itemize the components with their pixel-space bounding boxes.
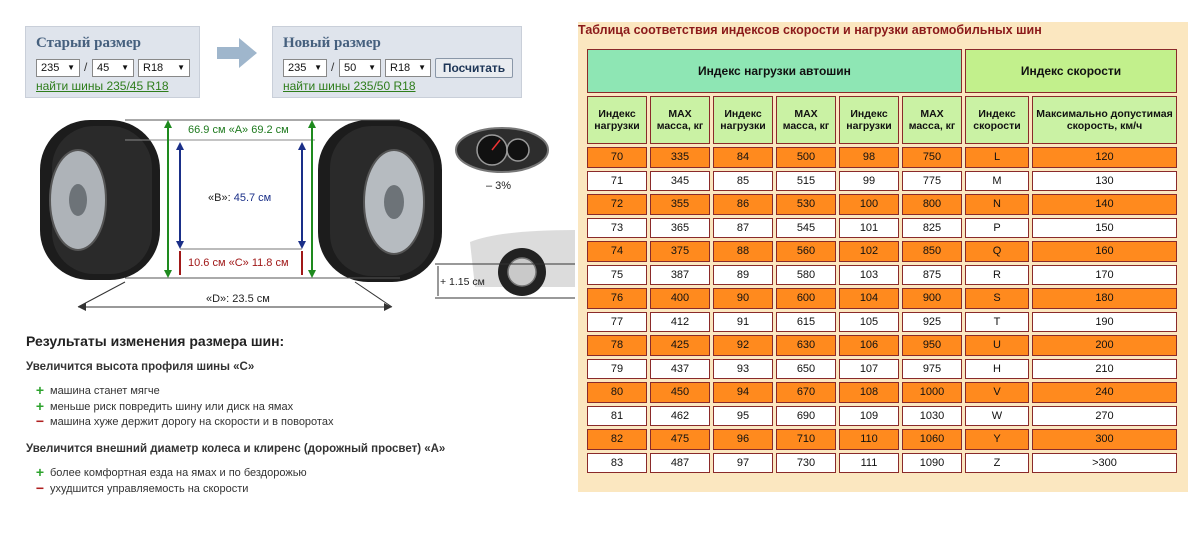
table-cell: 103 <box>839 265 899 286</box>
table-cell: 875 <box>902 265 962 286</box>
chevron-down-icon: ▼ <box>177 63 185 72</box>
table-header-row <box>587 96 1177 144</box>
table-cell: 437 <box>650 359 710 380</box>
separator-slash: / <box>331 60 335 74</box>
table-cell: 400 <box>650 288 710 309</box>
section-diameter-heading: Увеличится внешний диаметр колеса и клиренс (дорожный просвет) «A» <box>26 443 446 455</box>
new-size-panel <box>272 26 522 98</box>
column-header: Индекс нагрузки <box>587 96 647 144</box>
table-cell: 600 <box>776 288 836 309</box>
table-cell: 79 <box>587 359 647 380</box>
table-cell: 72 <box>587 194 647 215</box>
tire-size-calculator <box>0 0 575 550</box>
old-size-panel <box>25 26 200 98</box>
table-cell: Y <box>965 429 1029 450</box>
table-cell: 111 <box>839 453 899 474</box>
table-cell: 190 <box>1032 312 1177 333</box>
table-cell: 850 <box>902 241 962 262</box>
table-cell: 99 <box>839 171 899 192</box>
dimension-b-label <box>208 192 271 204</box>
index-table <box>584 46 1180 476</box>
results-title: Результаты изменения размера шин: <box>26 333 285 349</box>
table-row <box>587 147 1177 168</box>
result-item <box>34 465 307 479</box>
table-cell: T <box>965 312 1029 333</box>
index-table-title: Таблица соответствия индексов скорости и нагрузки автомобильных шин <box>578 23 1042 37</box>
new-width-value: 235 <box>288 62 307 74</box>
table-cell: 825 <box>902 218 962 239</box>
table-cell: 109 <box>839 406 899 427</box>
table-cell: M <box>965 171 1029 192</box>
tire-index-table-panel <box>578 22 1188 492</box>
table-row <box>587 453 1177 474</box>
table-cell: L <box>965 147 1029 168</box>
table-cell: 450 <box>650 382 710 403</box>
table-row <box>587 335 1177 356</box>
new-rim-select[interactable] <box>385 59 431 77</box>
table-cell: 170 <box>1032 265 1177 286</box>
table-cell: Z <box>965 453 1029 474</box>
table-cell: 1090 <box>902 453 962 474</box>
table-cell: 71 <box>587 171 647 192</box>
clearance-change: + 1.15 см <box>440 276 485 288</box>
new-rim-value: R18 <box>390 62 411 74</box>
speed-index-group-header: Индекс скорости <box>965 49 1177 93</box>
column-header: Индекс скорости <box>965 96 1029 144</box>
column-header: MAX масса, кг <box>650 96 710 144</box>
result-item <box>34 399 293 413</box>
speedometer-icon <box>456 128 548 172</box>
table-cell: 1000 <box>902 382 962 403</box>
table-row <box>587 171 1177 192</box>
column-header: MAX масса, кг <box>776 96 836 144</box>
table-row <box>587 265 1177 286</box>
result-text: машина хуже держит дорогу на скорости и в поворотах <box>50 416 334 428</box>
tire-dimension-diagram <box>30 112 575 320</box>
table-cell: 92 <box>713 335 773 356</box>
new-profile-value: 50 <box>344 62 357 74</box>
table-cell: S <box>965 288 1029 309</box>
result-text: более комфортная езда на ямах и по бездорожью <box>50 467 307 479</box>
table-cell: 88 <box>713 241 773 262</box>
table-cell: 615 <box>776 312 836 333</box>
table-cell: 90 <box>713 288 773 309</box>
table-cell: 300 <box>1032 429 1177 450</box>
table-cell: 101 <box>839 218 899 239</box>
minus-icon: − <box>35 413 45 429</box>
table-cell: 77 <box>587 312 647 333</box>
table-cell: 81 <box>587 406 647 427</box>
table-cell: >300 <box>1032 453 1177 474</box>
new-width-select[interactable] <box>283 59 327 77</box>
table-group-row <box>587 49 1177 93</box>
table-cell: 730 <box>776 453 836 474</box>
table-cell: 110 <box>839 429 899 450</box>
table-cell: 355 <box>650 194 710 215</box>
table-cell: 650 <box>776 359 836 380</box>
table-cell: 240 <box>1032 382 1177 403</box>
table-cell: 800 <box>902 194 962 215</box>
table-cell: U <box>965 335 1029 356</box>
table-cell: 140 <box>1032 194 1177 215</box>
table-cell: 412 <box>650 312 710 333</box>
column-header: MAX масса, кг <box>902 96 962 144</box>
table-cell: 96 <box>713 429 773 450</box>
table-row <box>587 312 1177 333</box>
table-cell: 89 <box>713 265 773 286</box>
arrow-right-icon <box>217 36 259 70</box>
table-cell: P <box>965 218 1029 239</box>
table-row <box>587 429 1177 450</box>
calculate-button[interactable]: Посчитать <box>435 58 513 78</box>
table-cell: 545 <box>776 218 836 239</box>
chevron-down-icon: ▼ <box>418 63 426 72</box>
table-cell: 106 <box>839 335 899 356</box>
tire-diagram-graphic <box>30 112 575 320</box>
result-text: меньше риск повредить шину или диск на ямах <box>50 401 294 413</box>
result-item <box>34 481 248 495</box>
table-cell: 85 <box>713 171 773 192</box>
table-cell: 105 <box>839 312 899 333</box>
table-row <box>587 241 1177 262</box>
plus-icon: + <box>35 382 45 398</box>
table-cell: 107 <box>839 359 899 380</box>
table-cell: H <box>965 359 1029 380</box>
table-cell: 104 <box>839 288 899 309</box>
table-cell: 87 <box>713 218 773 239</box>
result-text: машина станет мягче <box>50 385 160 397</box>
table-cell: 580 <box>776 265 836 286</box>
chevron-down-icon: ▼ <box>67 63 75 72</box>
find-new-tires-link[interactable]: найти шины 235/50 R18 <box>283 79 416 93</box>
section-profile-heading: Увеличится высота профиля шины «C» <box>26 361 255 373</box>
table-cell: 84 <box>713 147 773 168</box>
table-cell: 630 <box>776 335 836 356</box>
table-cell: 690 <box>776 406 836 427</box>
table-row <box>587 218 1177 239</box>
chevron-down-icon: ▼ <box>368 63 376 72</box>
table-cell: 387 <box>650 265 710 286</box>
table-cell: 210 <box>1032 359 1177 380</box>
result-text: ухудшится управляемость на скорости <box>50 483 249 495</box>
dimension-d-label: «D»: 23.5 см <box>206 293 270 305</box>
table-cell: 270 <box>1032 406 1177 427</box>
speedometer-change: – 3% <box>486 180 512 192</box>
table-row <box>587 288 1177 309</box>
table-cell: 94 <box>713 382 773 403</box>
new-tire-illustration <box>318 120 442 282</box>
minus-icon: − <box>35 480 45 496</box>
table-cell: W <box>965 406 1029 427</box>
old-profile-select[interactable] <box>92 59 134 77</box>
table-cell: 76 <box>587 288 647 309</box>
table-row <box>587 194 1177 215</box>
table-cell: R <box>965 265 1029 286</box>
table-row <box>587 359 1177 380</box>
plus-icon: + <box>35 464 45 480</box>
table-cell: 97 <box>713 453 773 474</box>
table-cell: 365 <box>650 218 710 239</box>
table-cell: 500 <box>776 147 836 168</box>
table-cell: V <box>965 382 1029 403</box>
table-cell: 100 <box>839 194 899 215</box>
result-item <box>34 414 333 428</box>
separator-slash: / <box>84 60 88 74</box>
table-cell: 1060 <box>902 429 962 450</box>
table-cell: 74 <box>587 241 647 262</box>
table-cell: 200 <box>1032 335 1177 356</box>
new-profile-select[interactable] <box>339 59 381 77</box>
old-size-title: Старый размер <box>36 35 142 51</box>
table-cell: 975 <box>902 359 962 380</box>
table-cell: 180 <box>1032 288 1177 309</box>
dimension-a-label: 66.9 см «A» 69.2 см <box>188 124 289 136</box>
dimension-c-label: 10.6 см «C» 11.8 см <box>188 257 289 269</box>
table-cell: 345 <box>650 171 710 192</box>
old-width-select[interactable] <box>36 59 80 77</box>
new-size-title: Новый размер <box>283 35 381 51</box>
table-cell: 1030 <box>902 406 962 427</box>
column-header: Максимально допустимая скорость, км/ч <box>1032 96 1177 144</box>
table-cell: N <box>965 194 1029 215</box>
table-row <box>587 382 1177 403</box>
table-cell: 530 <box>776 194 836 215</box>
table-cell: 98 <box>839 147 899 168</box>
dimension-b-value: 45.7 см <box>233 192 272 204</box>
table-cell: 82 <box>587 429 647 450</box>
plus-icon: + <box>35 398 45 414</box>
find-old-tires-link[interactable]: найти шины 235/45 R18 <box>36 79 169 93</box>
table-cell: 78 <box>587 335 647 356</box>
column-header: Индекс нагрузки <box>839 96 899 144</box>
old-rim-select[interactable] <box>138 59 190 77</box>
table-cell: 925 <box>902 312 962 333</box>
table-cell: 86 <box>713 194 773 215</box>
table-cell: 73 <box>587 218 647 239</box>
dimension-b-name: «B»: <box>208 192 231 204</box>
old-width-value: 235 <box>41 62 60 74</box>
table-cell: 560 <box>776 241 836 262</box>
result-item <box>34 383 160 397</box>
table-cell: 515 <box>776 171 836 192</box>
table-cell: 375 <box>650 241 710 262</box>
load-index-group-header: Индекс нагрузки автошин <box>587 49 962 93</box>
table-cell: 487 <box>650 453 710 474</box>
table-cell: 108 <box>839 382 899 403</box>
table-cell: 462 <box>650 406 710 427</box>
table-cell: 335 <box>650 147 710 168</box>
table-cell: 91 <box>713 312 773 333</box>
table-cell: Q <box>965 241 1029 262</box>
table-cell: 150 <box>1032 218 1177 239</box>
table-cell: 160 <box>1032 241 1177 262</box>
table-cell: 70 <box>587 147 647 168</box>
table-cell: 120 <box>1032 147 1177 168</box>
table-cell: 425 <box>650 335 710 356</box>
table-cell: 83 <box>587 453 647 474</box>
table-cell: 475 <box>650 429 710 450</box>
table-cell: 900 <box>902 288 962 309</box>
old-tire-illustration <box>40 120 160 280</box>
table-cell: 102 <box>839 241 899 262</box>
table-cell: 95 <box>713 406 773 427</box>
table-cell: 130 <box>1032 171 1177 192</box>
table-cell: 80 <box>587 382 647 403</box>
table-cell: 750 <box>902 147 962 168</box>
table-cell: 950 <box>902 335 962 356</box>
table-cell: 775 <box>902 171 962 192</box>
old-rim-value: R18 <box>143 62 164 74</box>
table-cell: 670 <box>776 382 836 403</box>
table-cell: 710 <box>776 429 836 450</box>
table-row <box>587 406 1177 427</box>
table-cell: 75 <box>587 265 647 286</box>
chevron-down-icon: ▼ <box>314 63 322 72</box>
table-cell: 93 <box>713 359 773 380</box>
old-profile-value: 45 <box>97 62 110 74</box>
column-header: Индекс нагрузки <box>713 96 773 144</box>
chevron-down-icon: ▼ <box>121 63 129 72</box>
